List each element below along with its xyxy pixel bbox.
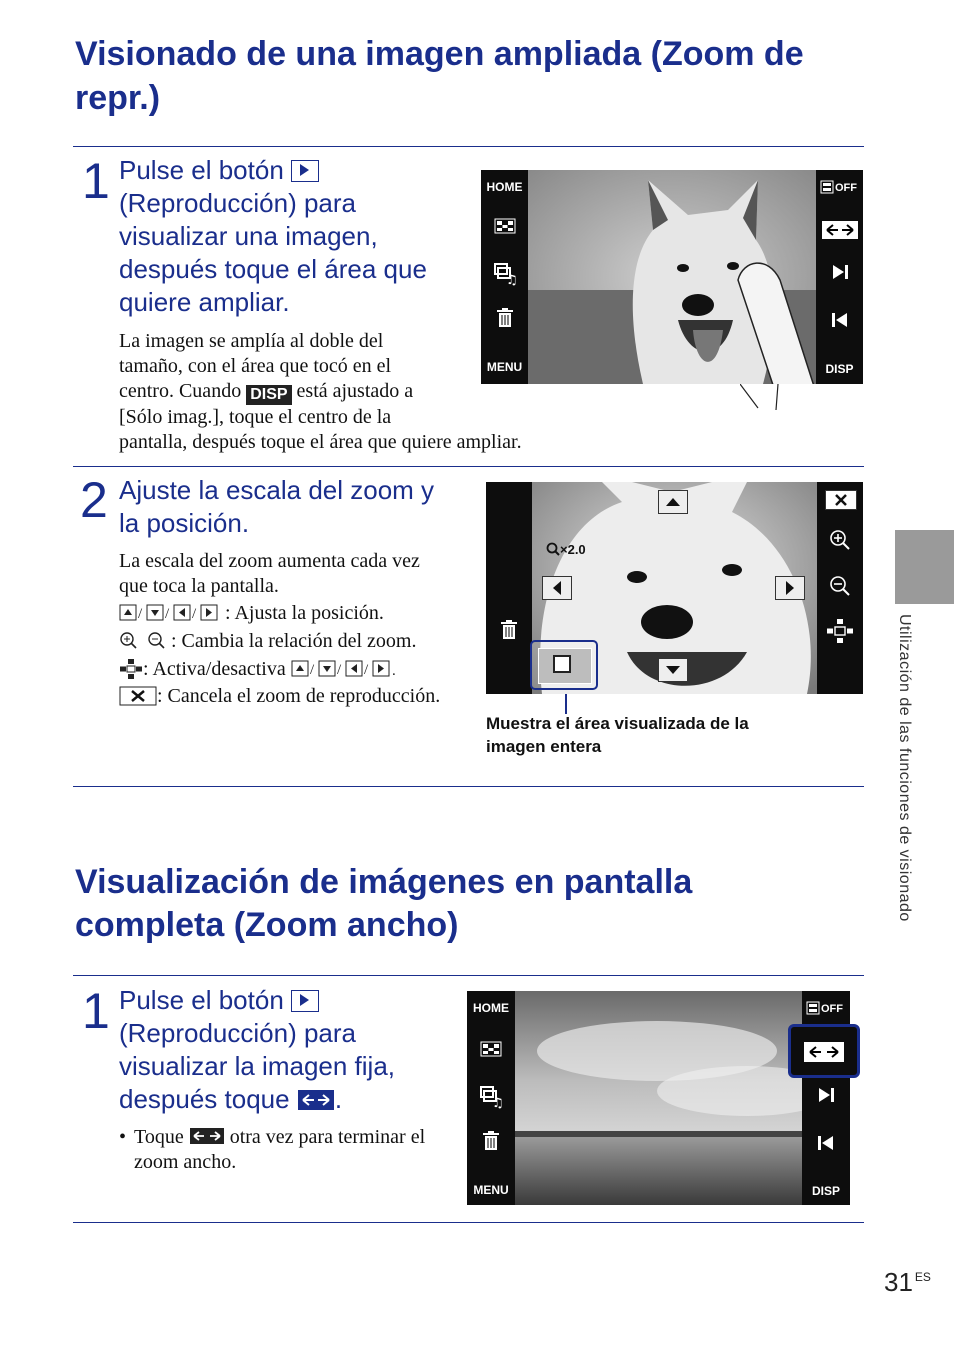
four-way-toggle-icon[interactable] xyxy=(826,618,854,649)
left-sidebar xyxy=(467,991,515,1205)
arrow-keys-icon xyxy=(119,604,225,622)
caption-line: imagen entera xyxy=(486,737,602,756)
toggle-keys-line xyxy=(119,657,489,682)
divider xyxy=(73,466,864,467)
zoom-out-icon[interactable] xyxy=(828,574,852,603)
wide-zoom-icon xyxy=(803,1041,845,1063)
svg-text:/: / xyxy=(165,606,170,622)
position-keys-line xyxy=(119,601,489,626)
disp-button[interactable]: DISP xyxy=(811,1184,840,1198)
body-line: La imagen se amplía al doble del xyxy=(119,330,384,352)
zoom-in-icon[interactable] xyxy=(828,528,852,557)
prev-image-icon[interactable] xyxy=(802,1135,850,1154)
arrow-up-icon xyxy=(665,497,681,507)
svg-text:/: / xyxy=(138,606,143,622)
off-label: OFF xyxy=(834,182,857,194)
step-text: la posición. xyxy=(119,508,250,538)
body-line: Toque xyxy=(134,1126,184,1148)
right-sidebar xyxy=(817,482,863,694)
svg-text:.: . xyxy=(391,663,396,678)
step-text: después toque xyxy=(119,1084,290,1114)
bullet: • xyxy=(119,1126,127,1148)
page-number xyxy=(884,1267,931,1298)
svg-text:♫: ♫ xyxy=(492,1096,503,1109)
item-text: : Cancela el zoom de reproducción. xyxy=(157,685,441,707)
item-text: : Ajusta la posición. xyxy=(225,602,384,624)
camera-screen-playback xyxy=(481,170,863,384)
cancel-line xyxy=(119,684,489,709)
step-number: 1 xyxy=(82,983,110,1039)
navigator-caption xyxy=(486,712,866,758)
section1-title-line1: Visionado de una imagen ampliada (Zoom de xyxy=(75,35,804,73)
step-text: Ajuste la escala del zoom y xyxy=(119,475,435,505)
step-text: visualizar la imagen fija, xyxy=(119,1051,396,1081)
finger-illustration xyxy=(740,384,780,414)
wide-zoom-icon xyxy=(297,1089,335,1111)
close-icon xyxy=(826,491,856,509)
section2-step1-instruction: Pulse el botón (Reproducción) para visualizar la imagen fija, después toque . xyxy=(119,984,469,1116)
step1-instruction xyxy=(119,154,469,319)
zoom-keys-line xyxy=(119,629,489,654)
arrow-right-icon xyxy=(785,580,795,596)
zoom-readout xyxy=(546,542,586,557)
svg-text:/: / xyxy=(336,662,341,678)
body-line: pantalla, después toque el área que quiere ampliar. xyxy=(119,431,522,453)
disp-button[interactable]: DISP xyxy=(825,362,854,376)
left-sidebar xyxy=(486,482,532,694)
body-line: [Sólo imag.], toque el centro de la xyxy=(119,406,392,428)
info-off-button[interactable] xyxy=(802,1001,850,1018)
body-line: tamaño, con el área que tocó en el xyxy=(119,355,392,377)
right-sidebar xyxy=(816,170,863,384)
pan-right-button[interactable] xyxy=(775,576,805,600)
divider xyxy=(73,975,864,976)
trash-icon[interactable] xyxy=(500,620,518,645)
step-text: Pulse el botón xyxy=(119,985,284,1015)
menu-button[interactable]: MENU xyxy=(473,1183,509,1197)
play-icon xyxy=(291,160,319,182)
step2-instruction xyxy=(119,474,479,540)
step-text: (Reproducción) para xyxy=(119,1018,357,1048)
magnifier-icon xyxy=(546,542,560,556)
page-language: ES xyxy=(914,1270,931,1284)
step-text: después toque el área que xyxy=(119,254,427,284)
pan-down-button[interactable] xyxy=(658,658,688,682)
wide-zoom-highlight[interactable] xyxy=(788,1024,860,1078)
navigator-frame[interactable] xyxy=(530,640,598,690)
section2-title-line1: Visualización de imágenes en pantalla xyxy=(75,863,693,901)
divider xyxy=(73,786,864,787)
chapter-tab-label: Utilización de las funciones de visionado xyxy=(896,614,913,922)
section2-step1-body xyxy=(119,1125,469,1175)
wide-zoom-icon[interactable] xyxy=(816,220,863,243)
caption-line: Muestra el área visualizada de la xyxy=(486,714,749,733)
zoom-in-out-icon xyxy=(119,631,171,651)
arrow-left-icon xyxy=(552,580,562,596)
step-text: (Reproducción) para xyxy=(119,188,357,218)
step-text: visualizar una imagen, xyxy=(119,221,378,251)
divider xyxy=(73,1222,864,1223)
left-sidebar xyxy=(481,170,528,384)
home-button[interactable]: HOME xyxy=(473,1001,509,1015)
arrow-keys-icon xyxy=(291,660,403,678)
four-way-icon xyxy=(119,658,143,680)
svg-text:♫: ♫ xyxy=(505,273,517,286)
camera-screen-zoom xyxy=(486,482,863,694)
item-text: : Activa/desactiva xyxy=(143,658,286,680)
body-line: zoom ancho. xyxy=(134,1151,237,1173)
dog-photo[interactable] xyxy=(528,170,816,384)
navigator-viewport xyxy=(553,655,571,673)
index-icon[interactable] xyxy=(467,1041,515,1060)
slideshow-music-icon[interactable] xyxy=(481,262,528,289)
arrow-down-icon xyxy=(665,665,681,675)
next-image-icon[interactable] xyxy=(802,1087,850,1106)
chapter-tab xyxy=(895,530,954,604)
step-text: quiere ampliar. xyxy=(119,287,290,317)
pan-up-button[interactable] xyxy=(658,490,688,514)
item-text: : Cambia la relación del zoom. xyxy=(171,630,417,652)
index-icon[interactable] xyxy=(481,218,528,237)
info-off-button[interactable] xyxy=(816,180,863,197)
next-image-icon[interactable] xyxy=(816,264,863,283)
body-line: está ajustado a xyxy=(296,380,414,402)
body-line: que toca la pantalla. xyxy=(119,575,279,597)
menu-button[interactable]: MENU xyxy=(486,360,523,374)
step-number: 2 xyxy=(80,472,108,528)
page-number-value: 31 xyxy=(884,1267,913,1297)
wide-zoom-icon xyxy=(189,1127,225,1145)
off-label: OFF xyxy=(821,1003,843,1015)
pan-left-button[interactable] xyxy=(542,576,572,600)
close-zoom-button[interactable] xyxy=(825,490,857,510)
zoom-value: ×2.0 xyxy=(560,542,586,557)
svg-text:/: / xyxy=(192,606,197,622)
section2-title-line2: completa (Zoom ancho) xyxy=(75,906,459,944)
divider xyxy=(73,146,864,147)
step-text: Pulse el botón xyxy=(119,155,284,185)
play-icon xyxy=(291,990,319,1012)
trash-icon[interactable] xyxy=(467,1131,515,1154)
body-line: La escala del zoom aumenta cada vez xyxy=(119,550,420,572)
prev-image-icon[interactable] xyxy=(816,312,863,331)
body-line: otra vez para terminar el xyxy=(229,1126,426,1148)
slideshow-music-icon[interactable] xyxy=(467,1085,515,1112)
svg-text:/: / xyxy=(309,662,314,678)
callout-line xyxy=(565,694,567,714)
disp-icon: DISP xyxy=(246,385,291,405)
section1-title-line2: repr.) xyxy=(75,79,161,117)
body-line: centro. Cuando xyxy=(119,380,242,402)
step2-body xyxy=(119,549,489,709)
home-button[interactable]: HOME xyxy=(486,180,523,194)
trash-icon[interactable] xyxy=(481,308,528,331)
svg-text:/: / xyxy=(363,662,368,678)
step-number: 1 xyxy=(82,153,110,209)
close-icon xyxy=(119,686,157,706)
